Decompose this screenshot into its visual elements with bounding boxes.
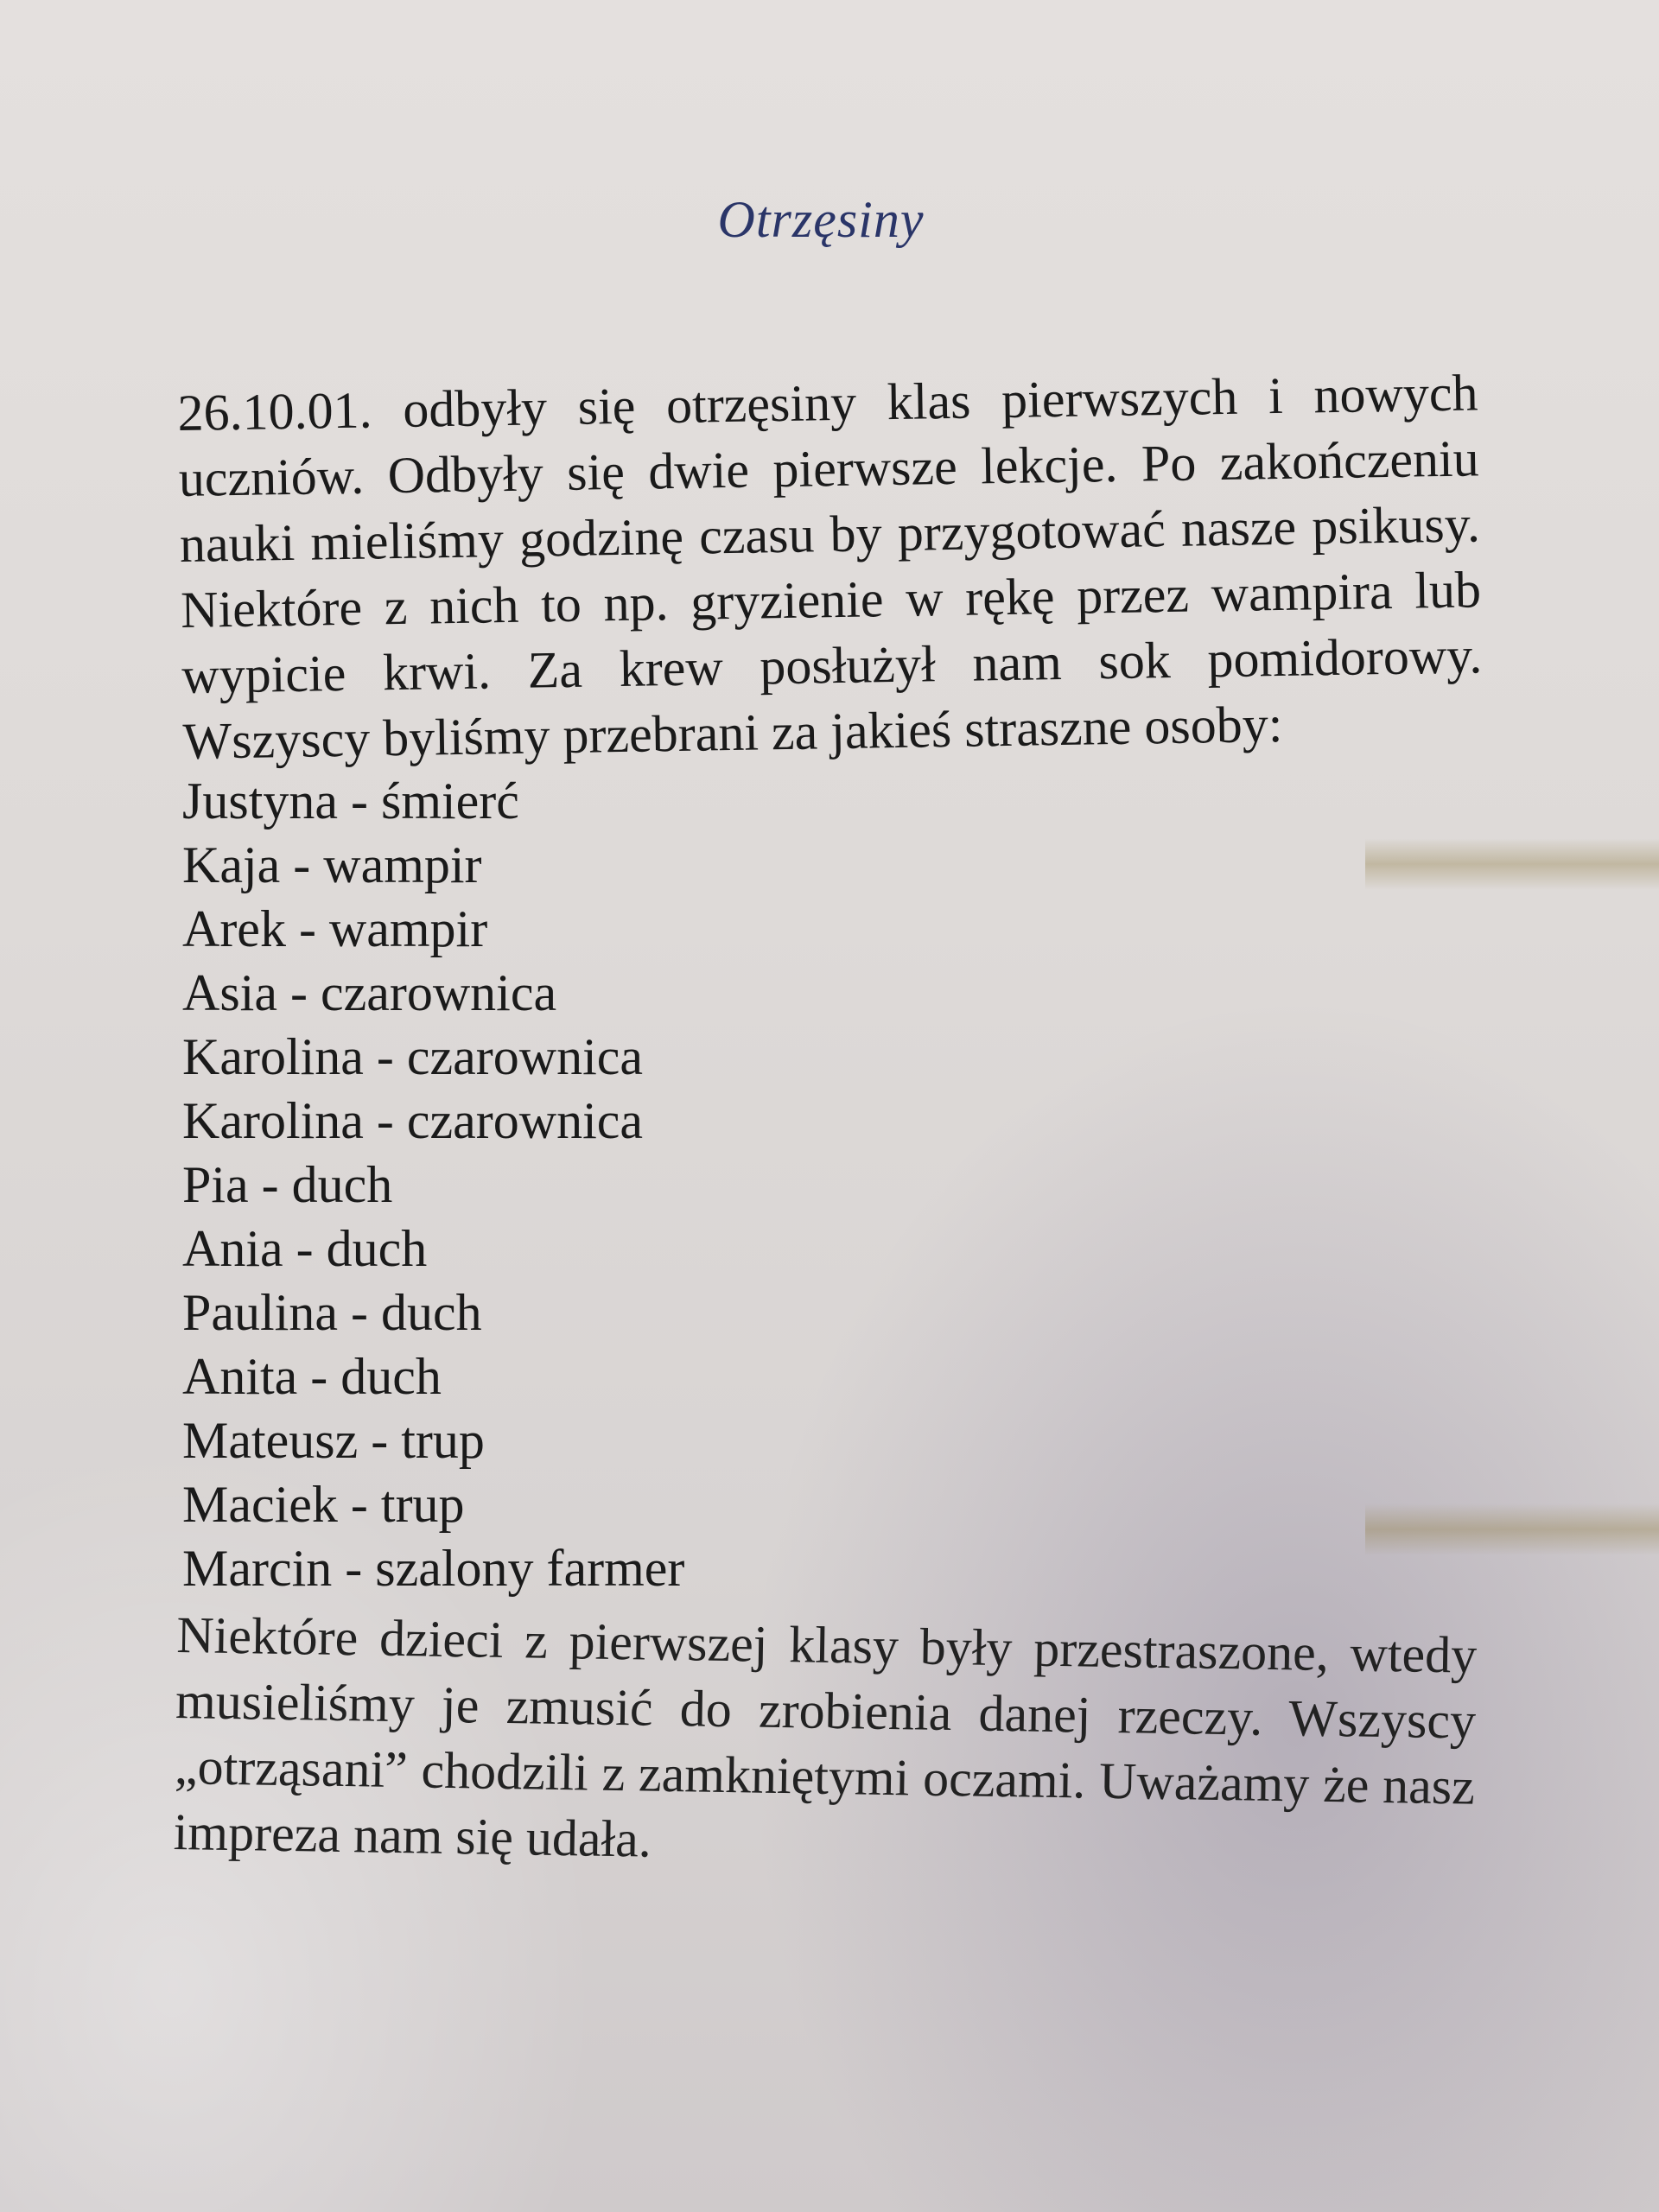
intro-paragraph: 26.10.01. odbyły się otrzęsiny klas pierwszych i nowych uczniów. Odbyły się dwie pierwsze lekcje. Po zakończeniu nauki mieliśmy godzinę czasu by przygotować nasze psikusy. Niektóre z nich to np. gryzienie w rękę przez wampira lub wypicie krwi. Za krew posłużył nam sok pomidorowy. Wszyscy byliśmy przebrani za jakieś straszne osoby:	[177, 364, 1483, 770]
costume-list	[182, 769, 1478, 1600]
document-body	[173, 364, 1483, 1868]
list-item: Mateusz - trup	[182, 1412, 485, 1469]
list-item: Karolina - czarownica	[182, 1092, 644, 1149]
list-item: Ania - duch	[182, 1220, 428, 1277]
list-item: Pia - duch	[182, 1156, 393, 1213]
list-item: Arek - wampir	[182, 900, 488, 957]
list-item: Asia - czarownica	[182, 964, 557, 1021]
list-item: Anita - duch	[182, 1348, 442, 1405]
list-item: Justyna - śmierć	[182, 772, 519, 830]
page-title: Otrzęsiny	[717, 191, 925, 248]
list-item: Marcin - szalony farmer	[182, 1540, 685, 1597]
closing-paragraph: Niektóre dzieci z pierwszej klasy były przestraszone, wtedy musieliśmy je zmusić do zrobienia danej rzeczy. Wszyscy „otrząsani” chodzili z zamkniętymi oczami. Uważamy że nasz impreza nam się udała.	[173, 1605, 1478, 1868]
list-item: Karolina - czarownica	[182, 1028, 644, 1085]
list-item: Kaja - wampir	[182, 836, 482, 893]
list-item: Maciek - trup	[182, 1476, 465, 1533]
list-item: Paulina - duch	[182, 1284, 482, 1341]
